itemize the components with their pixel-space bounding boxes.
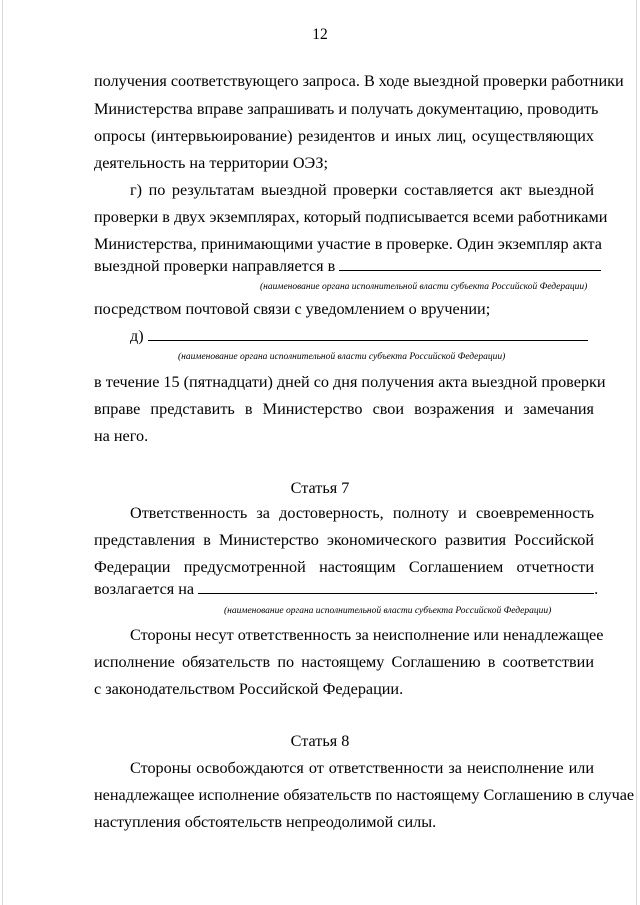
fill-in-blank (148, 326, 588, 341)
text-line: Стороны освобождаются от ответственности за неисполнение или (130, 759, 594, 777)
text-line: опросы (интервьюирование) резидентов и иных лиц, осуществляющих (94, 127, 594, 145)
scan-edge-right (636, 0, 637, 905)
text-line: в течение 15 (пятнадцати) дней со дня получения акта выездной проверки (94, 373, 606, 391)
text-fragment: . (594, 580, 599, 598)
text-fragment: выездной проверки направляется в (94, 257, 336, 275)
text-line: Министерства вправе запрашивать и получать документацию, проводить (94, 100, 599, 118)
text-line: г) по результатам выездной проверки составляется акт выездной (130, 181, 594, 199)
text-line: исполнение обязательств по настоящему Соглашению в соответствии (94, 653, 594, 671)
text-line: Ответственность за достоверность, полноту и своевременность (130, 504, 594, 522)
text-line-with-blank (130, 326, 594, 346)
text-line: наступления обстоятельств непреодолимой силы. (94, 813, 437, 831)
fill-in-blank (339, 256, 601, 271)
text-fragment: возлагается на (94, 580, 195, 598)
text-line: деятельность на территории ОЭЗ; (94, 154, 329, 172)
scan-edge-left (2, 0, 3, 905)
fill-in-blank (198, 579, 594, 594)
field-caption: (наименование органа исполнительной власти субъекта Российской Федерации) (224, 606, 552, 616)
page-number: 12 (312, 26, 328, 43)
text-line-with-blank (94, 256, 594, 276)
text-line: с законодательством Российской Федерации. (94, 680, 404, 698)
text-line: представления в Министерство экономического развития Российской (94, 531, 594, 549)
text-line-with-blank (94, 579, 599, 599)
field-caption: (наименование органа исполнительной власти субъекта Российской Федерации) (260, 282, 588, 292)
article-heading: Статья 7 (290, 479, 350, 497)
text-line: на него. (94, 427, 149, 445)
text-line: Министерства, принимающими участие в проверке. Один экземпляр акта (94, 235, 602, 253)
field-caption: (наименование органа исполнительной власти субъекта Российской Федерации) (178, 352, 506, 362)
text-line: Стороны несут ответственность за неисполнение или ненадлежащее (130, 626, 604, 644)
text-line: проверки в двух экземплярах, который подписывается всеми работниками (94, 208, 608, 226)
text-line: получения соответствующего запроса. В ходе выездной проверки работники (94, 72, 624, 90)
text-line: посредством почтовой связи с уведомлением о вручении; (94, 300, 491, 318)
text-fragment: д) (130, 327, 144, 345)
text-line: Федерации предусмотренной настоящим Соглашением отчетности (94, 558, 594, 576)
text-line: ненадлежащее исполнение обязательств по настоящему Соглашению в случае (94, 786, 635, 804)
text-line: вправе представить в Министерство свои возражения и замечания (94, 400, 594, 418)
article-heading: Статья 8 (290, 732, 350, 750)
